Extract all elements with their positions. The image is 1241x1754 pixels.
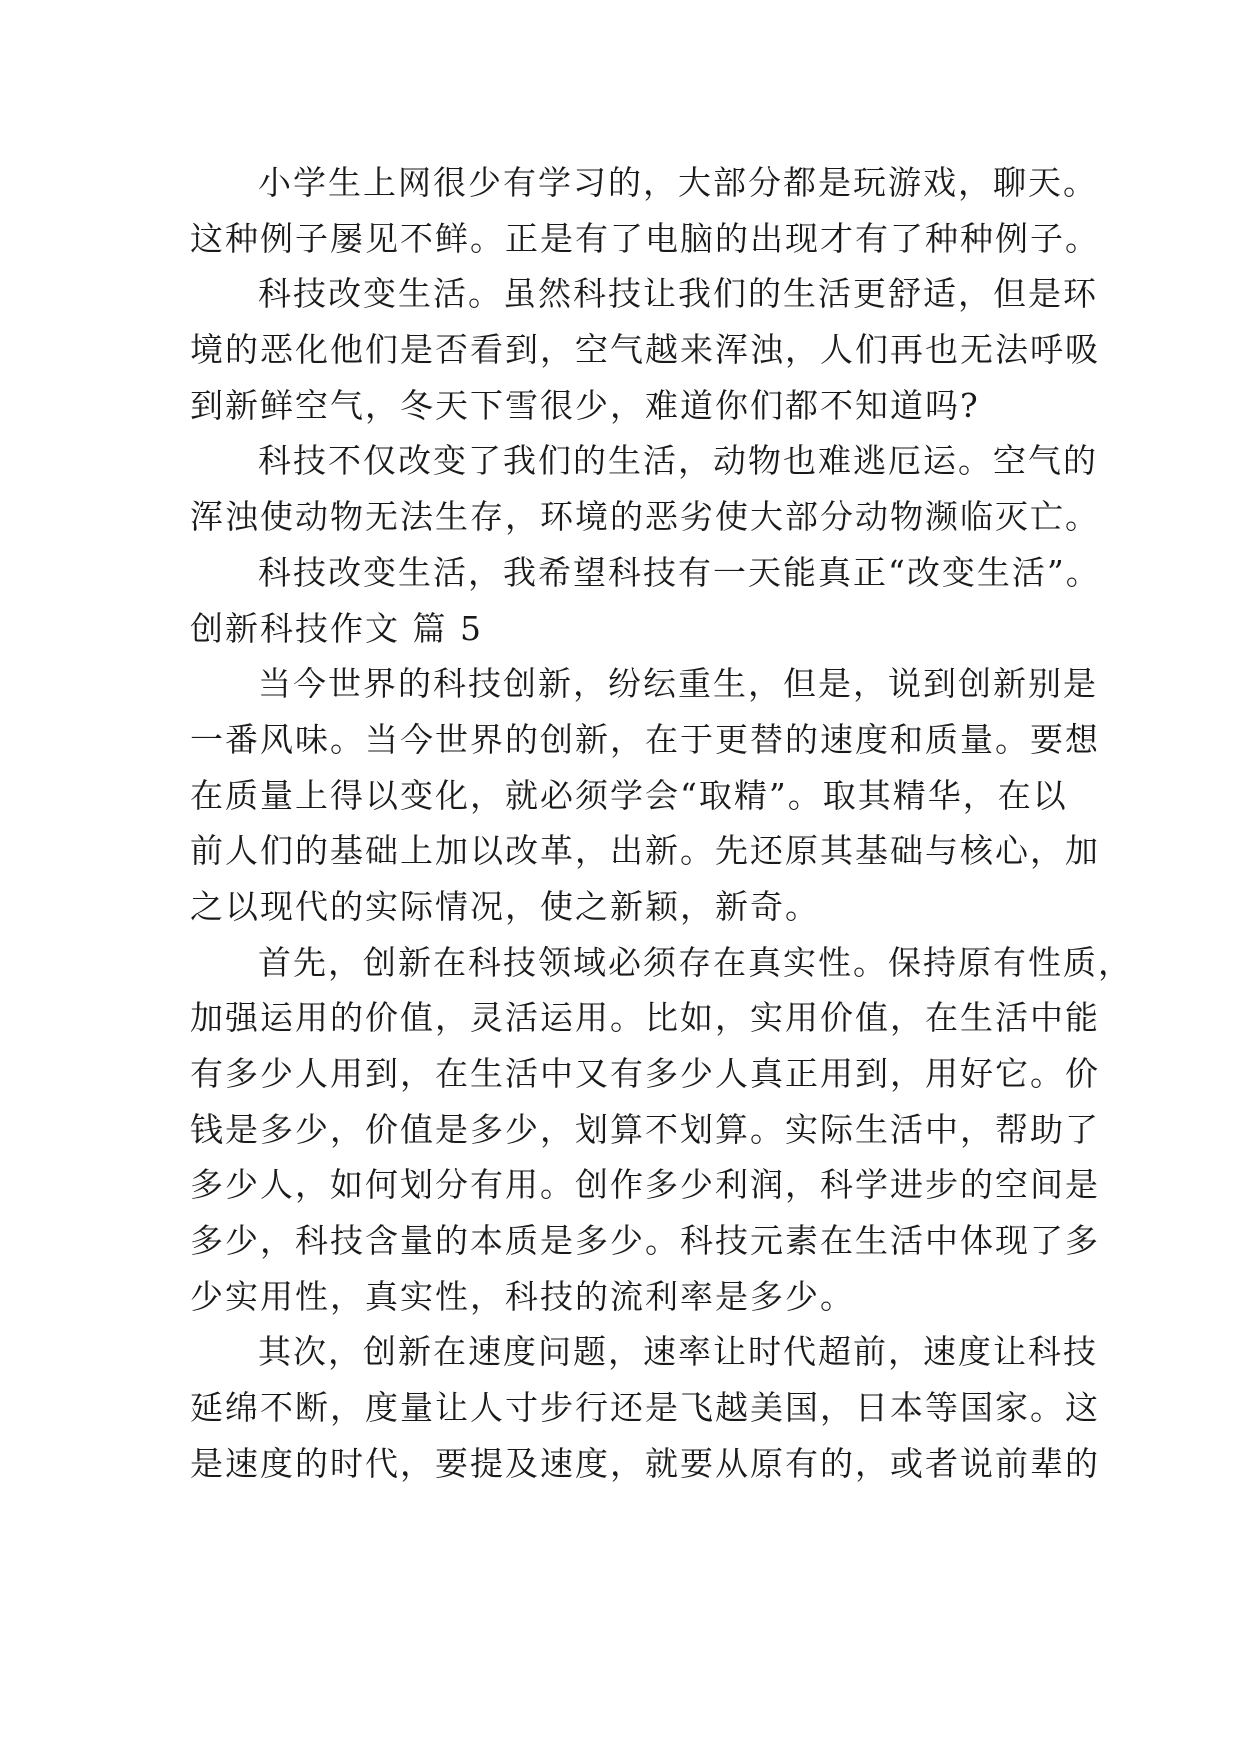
text-line: 多少人，如何划分有用。创作多少利润，科学进步的空间是 <box>190 1165 1100 1205</box>
text-line: 小学生上网很少有学习的，大部分都是玩游戏，聊天。 <box>258 163 1098 202</box>
text-line: 延绵不断，度量让人寸步行还是飞越美国，日本等国家。这 <box>190 1388 1100 1428</box>
text-line: 钱是多少，价值是多少，划算不划算。实际生活中，帮助了 <box>190 1109 1100 1149</box>
text-line: 少实用性，真实性，科技的流利率是多少。 <box>190 1276 855 1316</box>
text-line: 当今世界的科技创新，纷纭重生，但是，说到创新别是 <box>258 664 1098 704</box>
text-line: 前人们的基础上加以改革，出新。先还原其基础与核心，加 <box>190 831 1100 871</box>
text-line: 到新鲜空气，冬天下雪很少，难道你们都不知道吗? <box>190 385 980 425</box>
text-line: 是速度的时代，要提及速度，就要从原有的，或者说前辈的 <box>190 1443 1100 1483</box>
text-line: 有多少人用到，在生活中又有多少人真正用到，用好它。价 <box>190 1054 1100 1093</box>
text-line: 一番风味。当今世界的创新，在于更替的速度和质量。要想 <box>190 719 1100 759</box>
text-line: 加强运用的价值，灵活运用。比如，实用价值，在生活中能 <box>190 998 1100 1038</box>
text-line: 在质量上得以变化，就必须学会“取精”。取其精华，在以 <box>190 775 1068 815</box>
text-line: 科技改变生活，我希望科技有一天能真正“改变生活”。 <box>258 552 1101 592</box>
text-line: 多少，科技含量的本质是多少。科技元素在生活中体现了多 <box>190 1221 1100 1261</box>
text-line: 科技不仅改变了我们的生活，动物也难逃厄运。空气的 <box>258 441 1098 481</box>
document-body <box>190 155 1133 1492</box>
text-line: 科技改变生活。虽然科技让我们的生活更舒适，但是环 <box>258 274 1098 314</box>
text-line: 境的恶化他们是否看到，空气越来浑浊，人们再也无法呼吸 <box>190 330 1100 370</box>
text-line: 浑浊使动物无法生存，环境的恶劣使大部分动物濒临灭亡。 <box>190 497 1100 537</box>
text-line: 首先，创新在科技领域必须存在真实性。保持原有性质， <box>258 942 1133 982</box>
section-heading: 创新科技作文 篇 5 <box>190 608 483 648</box>
text-line: 这种例子屡见不鲜。正是有了电脑的出现才有了种种例子。 <box>190 218 1100 258</box>
text-line: 其次，创新在速度问题，速率让时代超前，速度让科技 <box>258 1332 1098 1372</box>
text-line: 之以现代的实际情况，使之新颖，新奇。 <box>190 886 820 926</box>
